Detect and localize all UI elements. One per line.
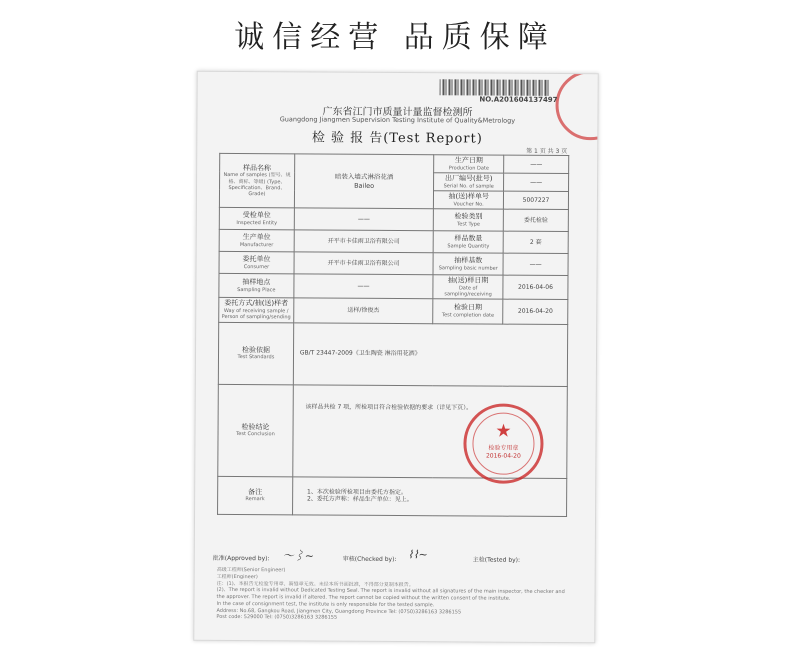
- standards-value: GB/T 23447-2009《卫生陶瓷 淋浴用花洒》: [293, 322, 568, 386]
- voucher-no-value: 5007227: [504, 191, 569, 209]
- star-icon: ★: [495, 420, 512, 442]
- remark-line-1: 1、本次检验所检项目由委托方指定。: [307, 487, 407, 496]
- report-footer: [216, 567, 571, 623]
- production-date-value: ——: [504, 155, 569, 173]
- voucher-no-label: 抽(送)样单号 Voucher No.: [434, 191, 504, 209]
- standards-label: 检验依据 Test Standards: [218, 322, 293, 384]
- organization-name-cn: 广东省江门市质量计量监督检测所: [322, 106, 473, 119]
- serial-no-label: 出厂编号(批号) Serial No. of sample: [434, 173, 504, 191]
- footer-line-4: (2)、The report is invalid without Dedicated Testing Seal. The report is invalid without all signatures of the main inspector, the checker and: [216, 587, 565, 596]
- consumer-value: 开平市卡佳雨卫浴有限公司: [294, 252, 434, 275]
- report-title: 检 验 报 告(Test Report): [311, 130, 483, 147]
- consumer-label: 委托单位 Consumer: [219, 251, 294, 273]
- completion-date-value: 2016-04-20: [503, 299, 568, 324]
- footer-line-8: Post code: 529000 Tel: (0750)3286163 3286155: [216, 614, 338, 621]
- organization-name-en: Guangdong Jiangmen Supervision Testing Institute of Quality&Metrology: [279, 115, 516, 125]
- footer-line-1: 高级工程师(Senior Engineer): [216, 566, 286, 574]
- receiving-date-value: 2016-04-06: [503, 275, 568, 300]
- report-number: NO.A201604137497: [479, 95, 558, 104]
- sample-quantity-label: 样品数量 Sample Quantity: [433, 231, 503, 253]
- page-banner: 诚信经营 品质保障: [234, 20, 556, 55]
- checker-signature: ⌇⌇~: [407, 548, 428, 562]
- signature-row: [212, 548, 583, 564]
- seal-date: 2016-04-20: [485, 452, 521, 460]
- manufacturer-value: 开平市卡佳雨卫浴有限公司: [294, 230, 434, 253]
- sample-quantity-value: 2 套: [503, 231, 568, 253]
- approver-signature: ～⌇~: [282, 549, 315, 563]
- footer-line-3: 注：(1)、本报告无检验专用章、骑缝章无效。未经本所书面批准，不得部分复制本报告。: [216, 580, 414, 588]
- sampling-place-label: 抽样地点 Sampling Place: [219, 273, 294, 298]
- test-type-label: 检验类别 Test Type: [434, 209, 504, 231]
- remark-value: [292, 476, 566, 516]
- test-report-document: [193, 71, 598, 643]
- seal-text: 检验专用章: [488, 444, 519, 452]
- completion-date-label: 检验日期 Test completion date: [433, 299, 503, 324]
- tested-label: 主检(Tested by):: [472, 556, 521, 564]
- barcode: [440, 79, 550, 96]
- sample-name-value: 暗装入墙式淋浴花洒 Baileo: [294, 154, 434, 209]
- sample-name-label: 样品名称 Name of samples (型号、规格、商标、等级) (Type、Specification、Brand、Grade): [219, 153, 294, 207]
- footer-line-5: the approver. The report is invalid if altered. The report cannot be copied without the written consent of the institute.: [216, 593, 511, 602]
- test-type-value: 委托检验: [503, 209, 568, 231]
- inspected-entity-value: ——: [294, 208, 434, 231]
- approved-label: 批准(Approved by):: [212, 554, 270, 563]
- production-date-label: 生产日期 Production Date: [434, 155, 504, 173]
- page-number: 第 1 页 共 3 页: [526, 147, 568, 156]
- serial-no-value: ——: [504, 173, 569, 191]
- conclusion-value: 该样品共检 7 项，所检项目符合检验依据的要求（详见下页）。: [293, 384, 568, 478]
- footer-line-2: 工程师(Engineer): [216, 573, 258, 580]
- red-inspection-seal: [463, 403, 543, 483]
- sampling-base-label: 抽样基数 Sampling basic number: [433, 253, 503, 275]
- receiving-date-label: 抽(送)样日期 Date of sampling/receiving: [433, 275, 503, 300]
- receiving-way-label: 委托方式/抽(送)样者 Way of receiving sample / Person of sampling/sending: [219, 298, 294, 323]
- conclusion-label: 检验结论 Test Conclusion: [218, 384, 293, 476]
- remark-label: 备注 Remark: [218, 476, 293, 514]
- sampling-place-value: ——: [294, 274, 434, 299]
- footer-line-6: In the case of consignment test, the institute is only responsible for the tested sample.: [216, 600, 435, 608]
- footer-line-7: Address: No.68, Gangkou Road, Jiangmen City, Guangdong Province Tel: (0750)3286163 3286155: [216, 607, 462, 615]
- remark-line-2: 2、委托方声称：样品生产单位：见上。: [306, 495, 413, 504]
- checked-label: 审核(Checked by):: [342, 555, 397, 564]
- manufacturer-label: 生产单位 Manufacturer: [219, 229, 294, 251]
- sampling-base-value: ——: [503, 253, 568, 275]
- inspected-entity-label: 受检单位 Inspected Entity: [219, 207, 294, 229]
- receiving-way-value: 送样/徐俊杰: [294, 298, 434, 323]
